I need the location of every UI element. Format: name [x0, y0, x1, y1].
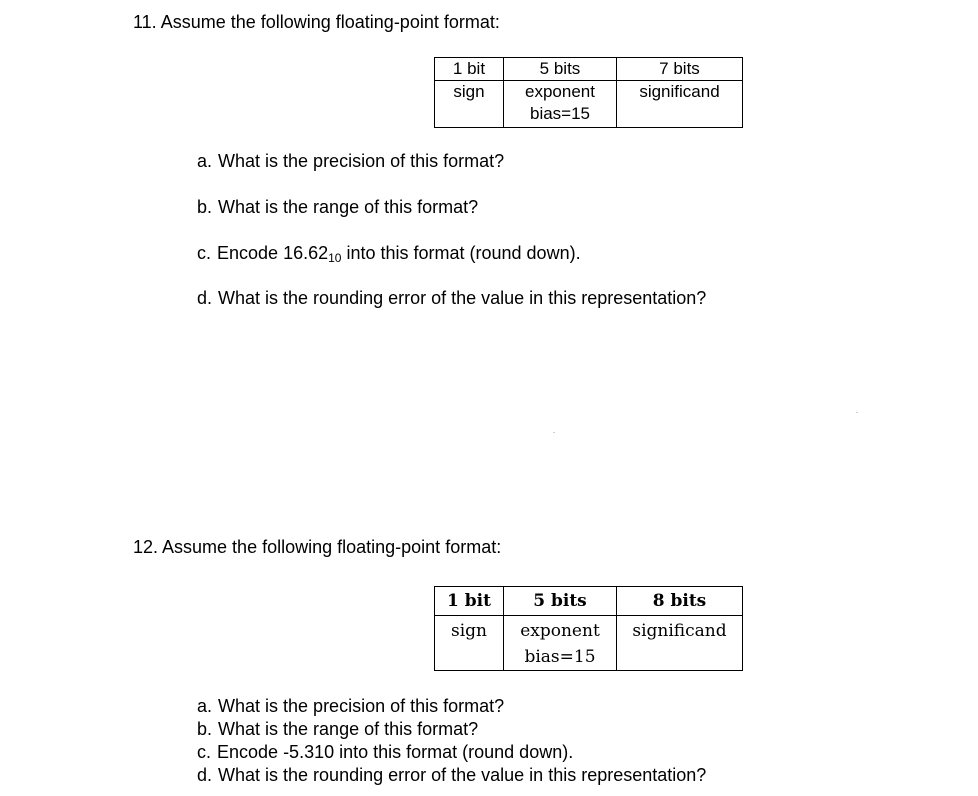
- significand-bits-header: 7 bits: [617, 58, 743, 81]
- scan-speck: [856, 412, 858, 413]
- exponent-label: exponent: [525, 82, 595, 101]
- question-text: What is the rounding error of the value in this representation?: [218, 765, 707, 785]
- question-letter: b.: [197, 719, 213, 739]
- question-11d: [197, 288, 706, 309]
- problem-12-heading: [133, 537, 501, 558]
- question-letter: a.: [197, 151, 213, 171]
- question-text: Encode -5.310 into this format (round down).: [217, 742, 574, 762]
- question-text: What is the precision of this format?: [218, 151, 505, 171]
- question-12a: [197, 696, 504, 717]
- question-text-suffix: into this format (round down).: [341, 243, 581, 263]
- question-12b: [197, 719, 478, 740]
- question-11a: [197, 151, 504, 172]
- question-letter: d.: [197, 765, 213, 785]
- scan-speck: [553, 432, 555, 433]
- question-12c: [197, 742, 573, 763]
- bias-label: bias=15: [529, 104, 591, 123]
- sign-label: sign: [451, 621, 487, 641]
- sign-cell: [435, 81, 504, 128]
- significand-label: significand: [632, 621, 727, 641]
- exponent-cell: [504, 81, 617, 128]
- exponent-label: exponent: [520, 621, 600, 641]
- format-table-12: [434, 586, 743, 671]
- significand-label: significand: [639, 82, 720, 101]
- significand-cell: [617, 616, 743, 671]
- sign-label: sign: [453, 82, 485, 101]
- base-subscript: 10: [328, 251, 342, 265]
- problem-11-heading: [133, 12, 500, 33]
- sign-bits-header: 1 bit: [435, 58, 504, 81]
- exponent-bits-header: 5 bits: [504, 58, 617, 81]
- question-letter: d.: [197, 288, 213, 308]
- bias-label: bias=15: [524, 647, 596, 667]
- problem-number: 11.: [133, 12, 157, 32]
- question-letter: a.: [197, 696, 213, 716]
- question-text: What is the precision of this format?: [218, 696, 505, 716]
- exponent-bits-header: 5 bits: [504, 587, 617, 616]
- question-11b: [197, 197, 478, 218]
- question-11c: [197, 243, 581, 264]
- problem-heading-text: Assume the following floating-point format:: [162, 537, 502, 557]
- format-table-11: [434, 57, 743, 128]
- problem-heading-text: Assume the following floating-point format:: [160, 12, 500, 32]
- question-text: What is the rounding error of the value in this representation?: [218, 288, 707, 308]
- question-text-prefix: Encode 16.62: [217, 243, 329, 263]
- question-letter: c.: [197, 243, 212, 263]
- significand-bits-header: 8 bits: [617, 587, 743, 616]
- sign-bits-header: 1 bit: [435, 587, 504, 616]
- problem-number: 12.: [133, 537, 159, 557]
- sign-cell: [435, 616, 504, 671]
- question-text: What is the range of this format?: [218, 197, 479, 217]
- question-text: What is the range of this format?: [218, 719, 479, 739]
- question-12d: [197, 765, 706, 786]
- question-letter: b.: [197, 197, 213, 217]
- significand-cell: [617, 81, 743, 128]
- exponent-cell: [504, 616, 617, 671]
- question-letter: c.: [197, 742, 212, 762]
